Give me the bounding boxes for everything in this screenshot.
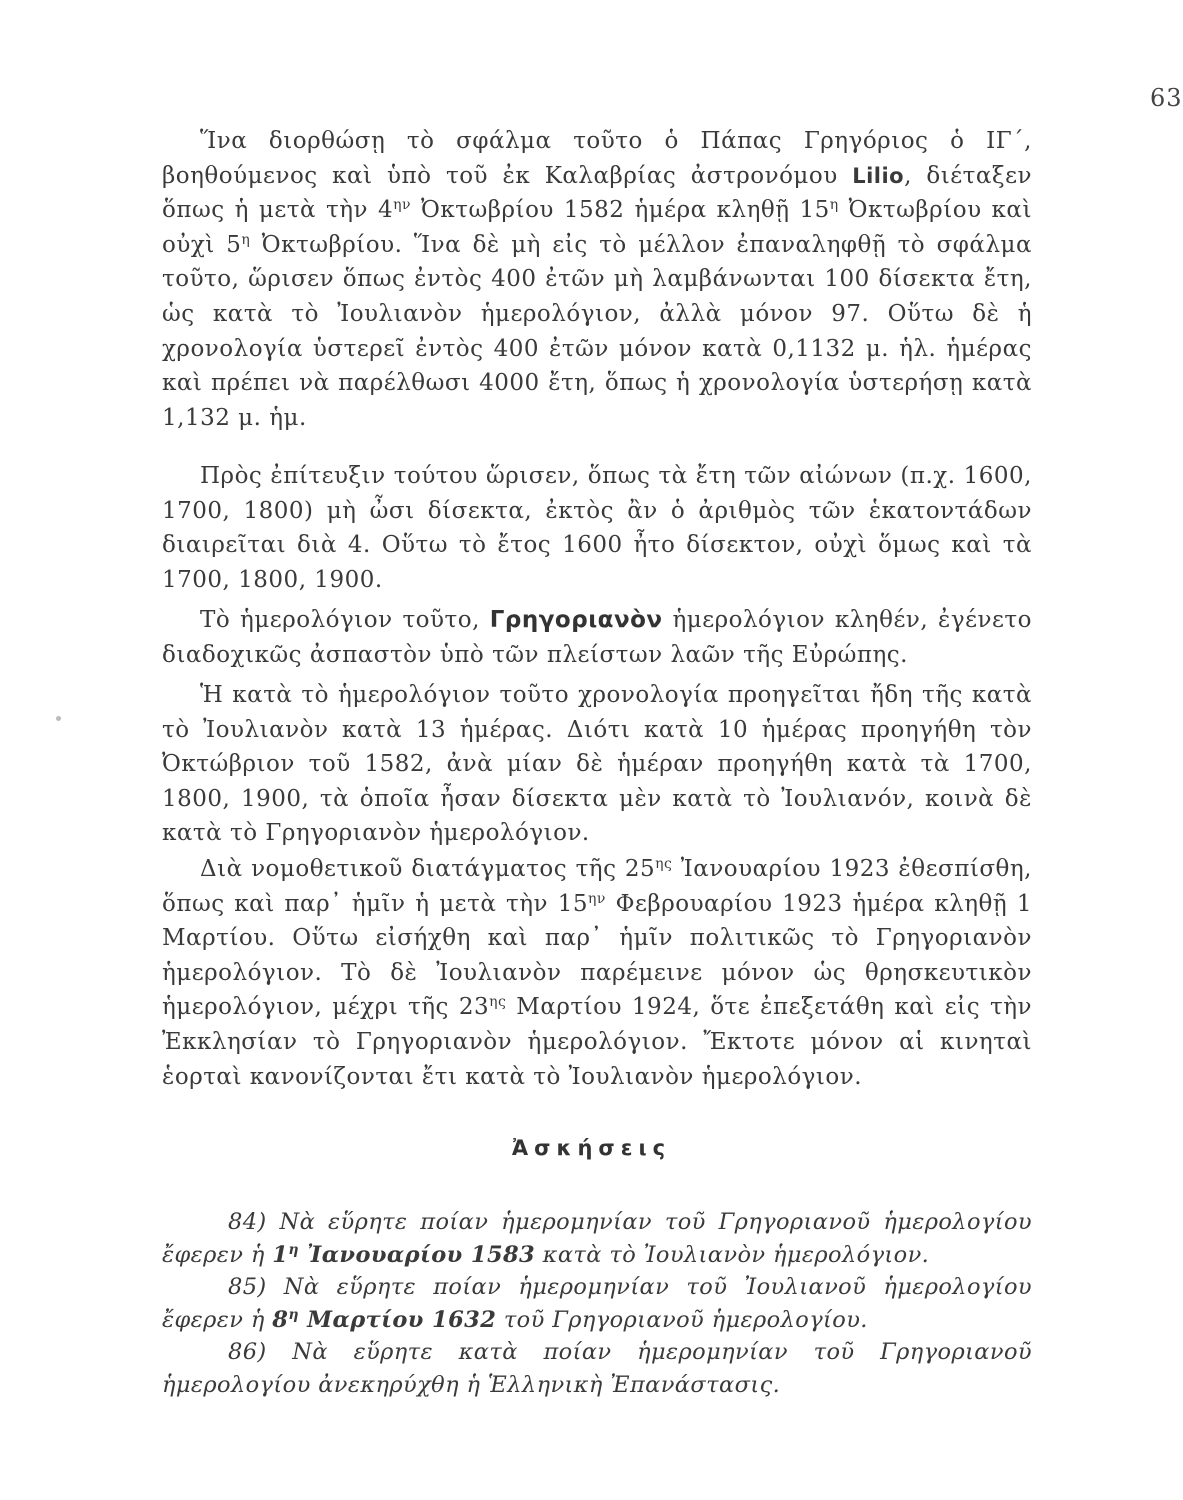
- text-run: Ὀκτωβρίου καὶ οὐχὶ 5: [162, 197, 1032, 258]
- astronomer-name: Lilio: [852, 163, 905, 188]
- date-run: Μαρτίου 1632: [298, 1306, 497, 1333]
- paragraph-text: [162, 603, 1032, 672]
- ordinal-suffix: η: [829, 197, 839, 214]
- text-run: Μαρτίου 1924, ὅτε ἐπεξετάθη καὶ εἰς τὴν Ἐκκλησίαν τὸ Γρηγοριανὸν ἡμερολόγιον. Ἔκτοτε μόνον αἱ κινηταὶ ἑορταὶ κανονίζονται ἔτι κατὰ τὸ Ἰουλιανὸν ἡμερολόγιον.: [162, 994, 1032, 1090]
- ordinal-suffix: η: [241, 231, 251, 248]
- text-run: Ὀκτωβρίου. Ἵνα δὲ μὴ εἰς τὸ μέλλον ἐπαναληφθῇ τὸ σφάλμα τοῦτο, ὥρισεν ὅπως ἐντὸς 400 ἐτῶν μὴ λαμβάνωνται 100 δίσεκτα ἔτη, ὡς κατὰ τὸ Ἰουλιανὸν ἡμερολόγιον, ἀλλὰ μόνον 97. Οὕτω δὲ ἡ χρονολογία ὑστερεῖ ἐντὸς 400 ἐτῶν μόνον κατὰ 0,1132 μ. ἡλ. ἡμέρας καὶ πρέπει νὰ παρέλθωσι 4000 ἔτη, ὅπως ἡ χρονολογία ὑστερήσῃ κατὰ 1,132 μ. ἡμ.: [162, 231, 1033, 431]
- text-run: Διὰ νομοθετικοῦ διατάγματος τῆς 25: [200, 856, 656, 882]
- text-run: τοῦ Γρηγοριανοῦ ἡμερολογίου.: [496, 1306, 868, 1333]
- text-run: κατὰ τὸ Ἰουλιανὸν ἡμερολόγιον.: [535, 1241, 930, 1268]
- paragraph-text: Πρὸς ἐπίτευξιν τούτου ὥρισεν, ὅπως τὰ ἔτη τῶν αἰώνων (π.χ. 1600, 1700, 1800) μὴ ὦσι δίσεκτα, ἐκτὸς ἂν ὁ ἀριθμὸς τῶν ἑκατοντάδων διαιρεῖται διὰ 4. Οὕτω τὸ ἔτος 1600 ἦτο δίσεκτον, οὐχὶ ὅμως καὶ τὰ 1700, 1800, 1900.: [162, 463, 1032, 593]
- exercises-heading: Ἀσκήσεις: [511, 1136, 672, 1160]
- text-run: ἡμερολόγιον κληθέν, ἐγένετο διαδοχικῶς ἀσπαστὸν ὑπὸ τῶν πλείστων λαῶν τῆς Εὐρώπης.: [162, 607, 1032, 668]
- paragraph-text: Ἡ κατὰ τὸ ἡμερολόγιον τοῦτο χρονολογία προηγεῖται ἤδη τῆς κατὰ τὸ Ἰουλιανὸν κατὰ 13 ἡμέρας. Διότι κατὰ 10 ἡμέρας προηγήθη τὸν Ὀκτώβριον τοῦ 1582, ἀνὰ μίαν δὲ ἡμέραν προηγήθη κατὰ τὰ 1700, 1800, 1900, τὰ ὁποῖα ἦσαν δίσεκτα μὲν κατὰ τὸ Ἰουλιανόν, κοινὰ δὲ κατὰ τὸ Γρηγοριανὸν ἡμερολόγιον.: [162, 682, 1032, 847]
- date-run: 8: [272, 1306, 289, 1333]
- ordinal-suffix: η: [288, 1306, 299, 1323]
- paragraph-gregory-reform: [162, 124, 1032, 435]
- text-run: Νὰ εὕρητε κατὰ ποίαν ἡμερομηνίαν τοῦ Γρηγοριανοῦ ἡμερολογίου ἀνεκηρύχθη ἡ Ἑλληνικὴ Ἐπανάστασις.: [162, 1339, 1032, 1398]
- exercise-number: 84): [228, 1209, 267, 1235]
- text-run: Φεβρουαρίου 1923 ἡμέρα κληθῇ 1 Μαρτίου. Οὕτω εἰσήχθη καὶ παρ᾽ ἡμῖν πολιτικῶς τὸ Γρηγοριανὸν ἡμερολόγιον. Τὸ δὲ Ἰουλιανὸν παρέμεινε μόνον ὡς θρησκευτικὸν ἡμερολόγιον, μέχρι τῆς 23: [162, 890, 1032, 1021]
- date-run: Ἰανουαρίου 1583: [298, 1241, 536, 1268]
- paragraph-13-days: [162, 678, 1032, 851]
- ordinal-suffix: ην: [588, 890, 606, 907]
- paragraph-text: [162, 852, 1032, 1094]
- text-run: Νὰ εὕρητε ποίαν ἡμερομηνίαν τοῦ Ἰουλιανοῦ ἡμερολογίου ἔφερεν ἡ: [162, 1274, 1032, 1333]
- text-run: Ἵνα διορθώσῃ τὸ σφάλμα τοῦτο ὁ Πάπας Γρηγόριος ὁ ΙΓ΄, βοηθούμενος καὶ ὑπὸ τοῦ ἐκ Καλαβρίας ἀστρονόμου: [162, 128, 1032, 189]
- text-run: Ἰανουαρίου 1923 ἐθεσπίσθη, ὅπως καὶ παρ᾽ ἡμῖν ἡ μετὰ τὴν 15: [162, 856, 1032, 917]
- gregorian-term: Γρηγοριανὸν: [489, 607, 663, 633]
- text-run: Ὀκτωβρίου 1582 ἡμέρα κληθῇ 15: [411, 197, 830, 224]
- ordinal-suffix: η: [288, 1241, 299, 1258]
- paragraph-text: [162, 124, 1032, 435]
- text-run: Νὰ εὕρητε ποίαν ἡμερομηνίαν τοῦ Γρηγοριανοῦ ἡμερολογίου ἔφερεν ἡ: [162, 1209, 1032, 1268]
- exercise-86: [162, 1336, 1032, 1401]
- paragraph-century-years: [162, 459, 1032, 597]
- paragraph-greek-adoption: [162, 852, 1032, 1094]
- paragraph-gregorian-name: [162, 603, 1032, 672]
- page-number: 63: [1150, 84, 1183, 112]
- paper-speck: [56, 716, 61, 721]
- exercise-84: [162, 1206, 1032, 1271]
- exercise-85: [162, 1271, 1032, 1336]
- ordinal-suffix: ην: [393, 197, 412, 214]
- ordinal-suffix: ης: [489, 994, 507, 1011]
- date-run: 1: [272, 1241, 289, 1268]
- text-run: , διέταξεν ὅπως ἡ μετὰ τὴν 4: [162, 162, 1032, 224]
- text-run: Τὸ ἡμερολόγιον τοῦτο,: [200, 607, 490, 633]
- exercise-number: 86): [228, 1339, 267, 1366]
- ordinal-suffix: ης: [655, 856, 673, 872]
- exercise-number: 85): [228, 1274, 267, 1301]
- exercises-list: [162, 1206, 1032, 1402]
